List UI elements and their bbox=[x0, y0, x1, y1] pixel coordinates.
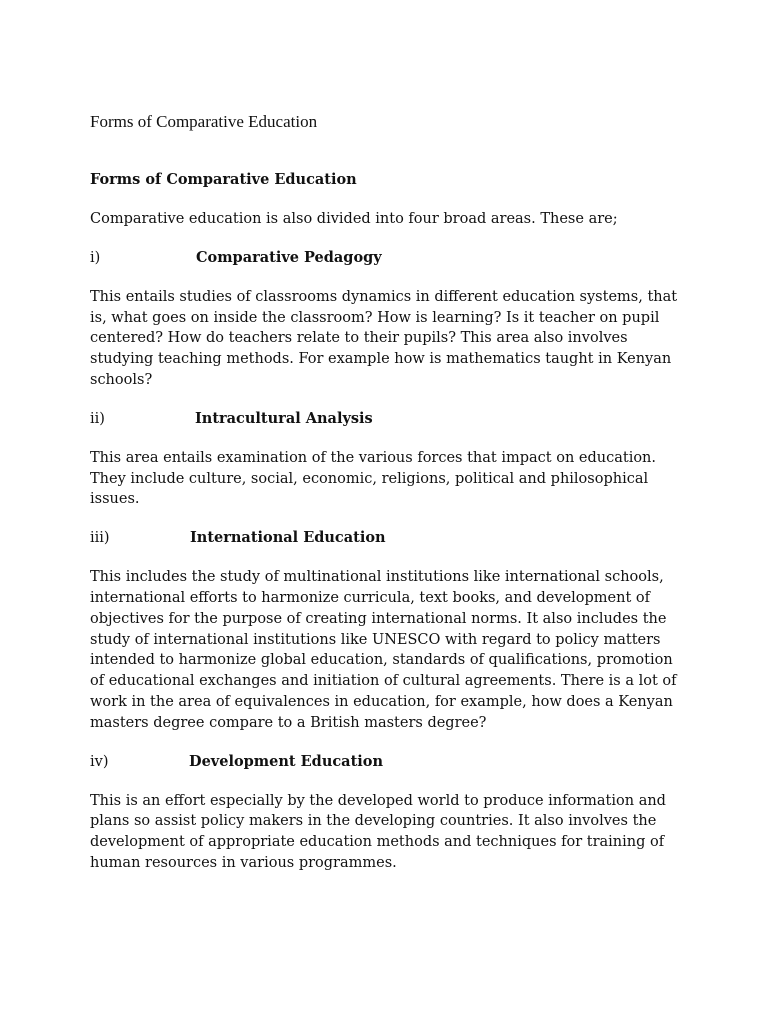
section-number: ii) bbox=[90, 410, 105, 427]
section-body-intracultural-analysis: This area entails examination of the various forces that impact on education. They include culture, social, economic, religions, political and philosophical issues. bbox=[90, 449, 657, 508]
document-content bbox=[90, 170, 690, 892]
section-header-comparative-pedagogy bbox=[90, 248, 690, 268]
section-title: Comparative Pedagogy bbox=[196, 248, 382, 266]
section-header-development-education bbox=[90, 752, 690, 772]
section-number: i) bbox=[90, 249, 101, 266]
section-header-intracultural-analysis bbox=[90, 409, 690, 429]
section-header-international-education bbox=[90, 528, 690, 548]
section-body-international-education: This includes the study of multinational institutions like international schools, international efforts to harmonize curricula, text books, and development of objectives for the purpose of creating international norms. It also includes the study of international institutions like UNESCO with regard to policy matters intended to harmonize global education, standards of qualifications, promotion of educational exchanges and initiation of cultural agreements. There is a lot of work in the area of equivalences in education, for example, how does a Kenyan masters degree compare to a British masters degree? bbox=[90, 569, 677, 731]
intro-paragraph: Comparative education is also divided into four broad areas. These are; bbox=[90, 211, 618, 227]
section-title: International Education bbox=[190, 529, 386, 547]
section-title: Intracultural Analysis bbox=[195, 409, 373, 427]
section-number: iv) bbox=[90, 753, 109, 770]
section-body-development-education: This is an effort especially by the developed world to produce information and plans so assist policy makers in the developing countries. It also involves the development of appropriate education methods and techniques for training of human resources in various programmes. bbox=[90, 792, 666, 871]
section-number: iii) bbox=[90, 530, 110, 547]
section-title: Development Education bbox=[189, 752, 384, 770]
section-body-comparative-pedagogy: This entails studies of classrooms dynamics in different education systems, that is, what goes on inside the classroom? How is learning? Is it teacher on pupil centered? How do teachers relate to their pupils? This area also involves studying teaching methods. For example how is mathematics taught in Kenyan schools? bbox=[90, 288, 678, 388]
page-title: Forms of Comparative Education bbox=[90, 112, 318, 131]
section-heading: Forms of Comparative Education bbox=[90, 171, 357, 188]
